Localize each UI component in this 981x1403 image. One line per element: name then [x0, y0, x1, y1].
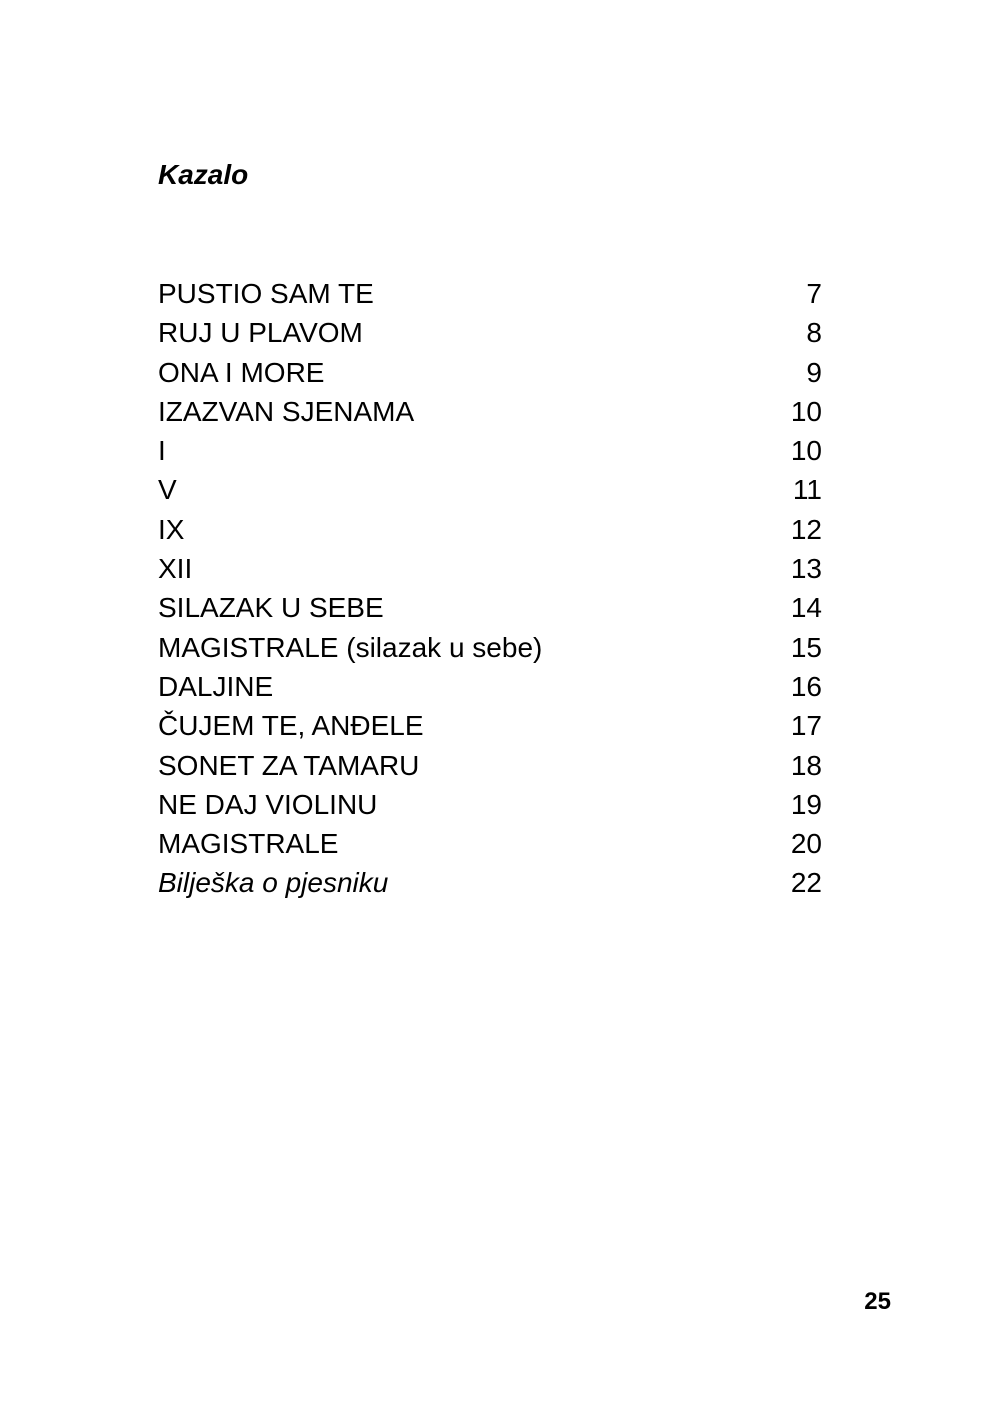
toc-entry-title: Bilješka o pjesniku [158, 867, 389, 899]
toc-entry-page: 17 [790, 710, 822, 742]
toc-entry-title: IZAZVAN SJENAMA [158, 395, 415, 427]
toc-entry [158, 785, 822, 824]
toc-entry-page: 19 [790, 788, 822, 820]
toc-entry-page: 15 [790, 631, 822, 663]
page-number: 25 [864, 1288, 891, 1315]
table-of-contents [158, 274, 822, 903]
toc-entry [158, 824, 822, 863]
toc-entry-page: 22 [790, 867, 822, 899]
toc-entry-page: 16 [790, 670, 822, 702]
toc-entry-page: 12 [790, 513, 822, 545]
toc-entry [158, 313, 822, 352]
toc-entry-page: 8 [806, 317, 822, 349]
toc-entry [158, 746, 822, 785]
toc-entry [158, 353, 822, 392]
toc-entry-title: MAGISTRALE (silazak u sebe) [158, 631, 543, 663]
toc-entry-title: ONA I MORE [158, 356, 325, 388]
toc-entry [158, 863, 822, 902]
toc-entry [158, 392, 822, 431]
toc-entry [158, 706, 822, 745]
page-title: Kazalo [158, 159, 249, 190]
toc-entry [158, 549, 822, 588]
toc-entry-title: ČUJEM TE, ANĐELE [158, 710, 424, 742]
toc-entry-title: NE DAJ VIOLINU [158, 788, 378, 820]
toc-entry-page: 10 [790, 395, 822, 427]
toc-entry-page: 7 [806, 278, 822, 309]
toc-entry-page: 20 [790, 828, 822, 860]
toc-entry [158, 274, 822, 313]
toc-entry-title: XII [158, 553, 193, 585]
toc-entry-title: MAGISTRALE [158, 828, 339, 860]
toc-entry [158, 628, 822, 667]
toc-entry [158, 510, 822, 549]
toc-entry-title: SILAZAK U SEBE [158, 592, 384, 624]
toc-entry-title: I [158, 435, 166, 467]
toc-entry [158, 667, 822, 706]
toc-entry-page: 9 [806, 356, 822, 388]
toc-entry-title: SONET ZA TAMARU [158, 749, 420, 781]
toc-entry [158, 470, 822, 509]
toc-entry-page: 13 [790, 553, 822, 585]
toc-entry-page: 14 [790, 592, 822, 624]
toc-entry-page: 10 [790, 435, 822, 467]
toc-entry [158, 588, 822, 627]
toc-entry-title: PUSTIO SAM TE [158, 278, 374, 309]
toc-entry-page: 18 [790, 749, 822, 781]
toc-entry-title: V [158, 474, 177, 506]
toc-entry-page: 11 [792, 474, 822, 506]
toc-entry-title: IX [158, 513, 185, 545]
toc-entry-title: DALJINE [158, 670, 274, 702]
toc-entry-title: RUJ U PLAVOM [158, 317, 363, 349]
toc-entry [158, 431, 822, 470]
